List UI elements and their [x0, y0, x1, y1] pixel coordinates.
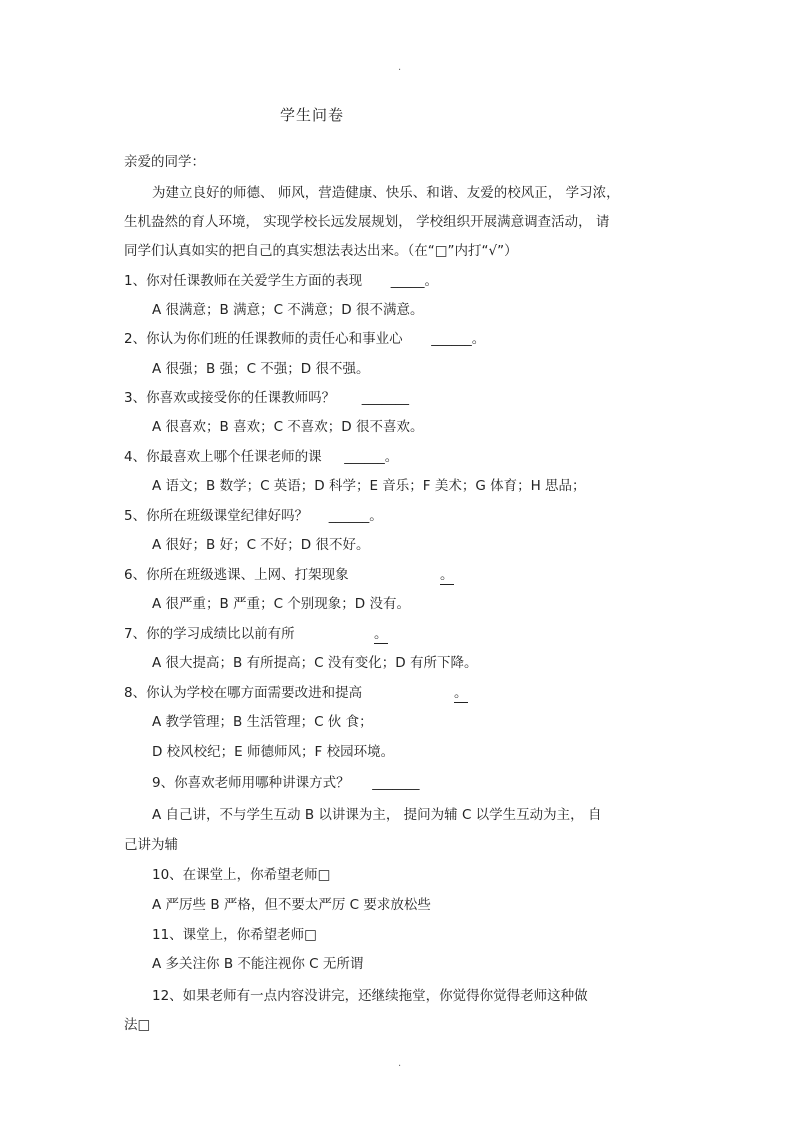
question-9-blank[interactable]: _______ [372, 775, 420, 791]
question-1 [124, 272, 438, 290]
intro-line-2: 生机盎然的育人环境， 实现学校长远发展规划， 学校组织开展满意调查活动， 请 [124, 214, 610, 230]
question-6-options: A 很严重；B 严重；C 个别现象；D 没有。 [152, 596, 410, 612]
question-12-line-2[interactable]: 法□ [124, 1017, 151, 1033]
page-title: 学生问卷 [280, 106, 345, 124]
question-7-options: A 很大提高；B 有所提高；C 没有变化；D 有所下降。 [152, 655, 478, 671]
question-1-text: 1、你对任课教师在关爱学生方面的表现 [124, 273, 363, 289]
question-7-text: 7、你的学习成绩比以前有所 [124, 626, 295, 642]
question-3-blank[interactable]: _______ [361, 390, 409, 406]
question-5-options: A 很好；B 好；C 不好；D 很不好。 [152, 537, 370, 553]
question-2-blank[interactable]: ______ [431, 331, 472, 347]
top-dot: . [398, 62, 402, 73]
question-11-options: A 多关注你 B 不能注视你 C 无所谓 [152, 956, 364, 972]
question-1-options: A 很满意；B 满意；C 不满意；D 很不满意。 [152, 302, 424, 318]
question-8-options-1: A 教学管理；B 生活管理；C 伙 食； [152, 714, 373, 730]
question-12-line-1: 12、如果老师有一点内容没讲完，还继续拖堂，你觉得你觉得老师这种做 [152, 988, 588, 1004]
question-1-tail: 。 [424, 273, 438, 289]
question-8-options-2: D 校风校纪；E 师德师风；F 校园环境。 [152, 744, 395, 760]
question-9-options-1: A 自己讲，不与学生互动 B 以讲课为主， 提问为辅 C 以学生互动为主， 自 [152, 807, 602, 823]
bottom-dot: . [398, 1058, 402, 1069]
question-8-text: 8、你认为学校在哪方面需要改进和提高 [124, 685, 363, 701]
greeting: 亲爱的同学： [124, 154, 205, 170]
question-2-tail: 。 [471, 331, 486, 347]
question-1-blank[interactable]: _____ [390, 273, 425, 289]
question-2-options: A 很强；B 强；C 不强；D 很不强。 [152, 361, 370, 377]
question-5-tail: 。 [369, 508, 383, 524]
intro-line-3: 同学们认真如实的把自己的真实想法表达出来。（在“□”内打“√”） [124, 243, 518, 259]
intro-line-1: 为建立良好的师德、 师风，营造健康、快乐、和谐、友爱的校风正， 学习浓， [152, 185, 620, 201]
question-5 [124, 507, 383, 525]
question-7-blank[interactable]: 。 [374, 626, 388, 642]
question-3 [124, 389, 409, 407]
question-11-text[interactable]: 11、课堂上，你希望老师□ [152, 927, 317, 943]
question-10-text[interactable]: 10、在课堂上，你希望老师□ [152, 867, 331, 883]
question-3-options: A 很喜欢；B 喜欢；C 不喜欢；D 很不喜欢。 [152, 419, 424, 435]
question-2 [124, 330, 485, 348]
question-2-text: 2、你认为你们班的任课教师的责任心和事业心 [124, 331, 403, 347]
question-4-tail: 。 [384, 449, 399, 465]
question-5-text: 5、你所在班级课堂纪律好吗？ [124, 508, 309, 524]
question-6-text: 6、你所在班级逃课、上网、打架现象 [124, 567, 349, 583]
question-4-text: 4、你最喜欢上哪个任课老师的课 [124, 449, 322, 465]
question-6-blank[interactable]: 。 [440, 567, 454, 583]
question-4 [124, 448, 398, 466]
question-5-blank[interactable]: ______ [328, 508, 370, 524]
question-9-text: 9、你喜欢老师用哪种讲课方式？ [152, 775, 350, 791]
question-4-blank[interactable]: ______ [344, 449, 385, 465]
question-9 [152, 774, 419, 792]
question-8-blank[interactable]: 。 [454, 685, 468, 701]
question-4-options: A 语文；B 数学；C 英语；D 科学；E 音乐；F 美术；G 体育；H 思品； [152, 478, 586, 494]
question-10-options: A 严厉些 B 严格，但不要太严厉 C 要求放松些 [152, 897, 431, 913]
question-9-options-2: 己讲为辅 [124, 837, 178, 853]
question-3-text: 3、你喜欢或接受你的任课教师吗？ [124, 390, 336, 406]
